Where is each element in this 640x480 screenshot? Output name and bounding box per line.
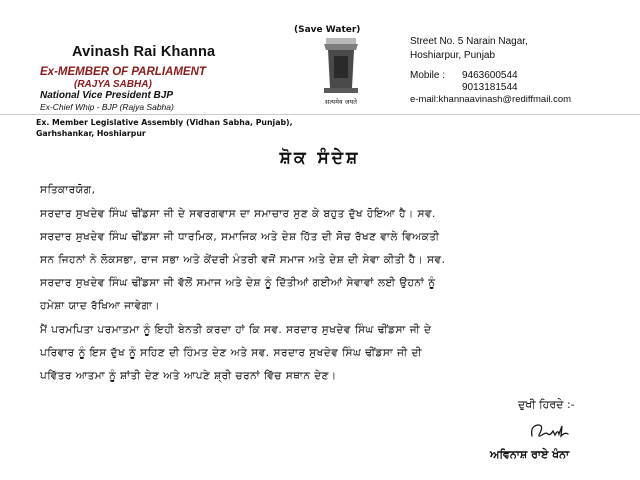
para2-line: ਪਵਿੱਤਰ ਆਤਮਾ ਨੂੰ ਸ਼ਾਂਤੀ ਦੇਣ ਅਤੇ ਆਪਣੇ ਸ਼੍ਰੀ ਚਰਨਾਂ ਵਿੱਚ ਸਥਾਨ ਦੇਣ। [40, 370, 337, 382]
mobile-number-1: 9463600544 [462, 70, 518, 81]
state-emblem-logo [302, 30, 380, 110]
para1-line: ਸਰਦਾਰ ਸੁਖਦੇਵ ਸਿੰਘ ਢੀਂਡਸਾ ਜੀ ਵੱਲੋਂ ਸਮਾਜ ਅਤੇ ਦੇਸ਼ ਨੂੰ ਦਿੱਤੀਆਂ ਗਈਆਂ ਸੇਵਾਵਾਂ ਲਈ ਉਹਨਾਂ ਨੂੰ [40, 277, 436, 289]
letter-title: ਸ਼ੋਕ ਸੰਦੇਸ਼ [279, 148, 361, 168]
handwritten-signature [528, 420, 574, 442]
rajya-sabha-label: (RAJYA SABHA) [74, 79, 152, 90]
para2-line: ਮੈਂ ਪਰਮਪਿਤਾ ਪਰਮਾਤਮਾ ਨੂੰ ਇਹੀ ਬੇਨਤੀ ਕਰਦਾ ਹਾਂ ਕਿ ਸਵ. ਸਰਦਾਰ ਸੁਖਦੇਵ ਸਿੰਘ ਢੀਂਡਸਾ ਜੀ ਦੇ [40, 324, 432, 336]
ex-mla-line-1: Ex. Member Legislative Assembly (Vidhan Sabha, Punjab), [36, 118, 293, 127]
para1-line: ਸਨ ਜਿਹਨਾਂ ਨੇ ਲੋਕਸਭਾ, ਰਾਜ ਸਭਾ ਅਤੇ ਕੇਂਦਰੀ ਮੰਤਰੀ ਵਜੋਂ ਸਮਾਜ ਅਤੇ ਦੇਸ਼ ਦੀ ਸੇਵਾ ਕੀਤੀ ਹੈ। ਸਵ. [40, 254, 446, 266]
address-line-1: Street No. 5 Narain Nagar, [410, 36, 528, 47]
para1-line: ਸਰਦਾਰ ਸੁਖਦੇਵ ਸਿੰਘ ਢੀਂਡਸਾ ਜੀ ਦੇ ਸਵਰਗਵਾਸ ਦਾ ਸਮਾਚਾਰ ਸੁਣ ਕੇ ਬਹੁਤ ਦੁੱਖ ਹੋਇਆ ਹੈ। ਸਵ. [40, 208, 436, 220]
save-water-label: (Save Water) [294, 25, 361, 35]
national-vp-title: National Vice President BJP [40, 90, 174, 101]
signatory-name: ਅਵਿਨਾਸ਼ ਰਾਏ ਖੰਨਾ [490, 448, 570, 461]
ex-mla-line-2: Garhshankar, Hoshiarpur [36, 129, 146, 138]
salutation: ਸਤਿਕਾਰਯੋਗ, [40, 184, 96, 196]
header-divider [0, 114, 640, 115]
mobile-number-2: 9013181544 [462, 82, 518, 93]
closing-text: ਦੁਖੀ ਹਿਰਦੇ :- [518, 398, 575, 411]
emblem-motto: सत्यमेव जयते [325, 98, 357, 106]
para1-line: ਸਰਦਾਰ ਸੁਖਦੇਵ ਸਿੰਘ ਢੀਂਡਸਾ ਜੀ ਧਾਰਮਿਕ, ਸਮਾਜਿਕ ਅਤੇ ਦੇਸ਼ ਹਿੱਤ ਦੀ ਸੋਚ ਰੱਖਣ ਵਾਲੇ ਵਿਅਕਤੀ [40, 231, 440, 243]
ex-mp-title: Ex-MEMBER OF PARLIAMENT [40, 66, 206, 78]
para1-line: ਹਮੇਸ਼ਾ ਯਾਦ ਰੱਖਿਆ ਜਾਵੇਗਾ। [40, 300, 160, 312]
address-line-2: Hoshiarpur, Punjab [410, 50, 496, 61]
para2-line: ਪਰਿਵਾਰ ਨੂੰ ਇਸ ਦੁੱਖ ਨੂੰ ਸਹਿਣ ਦੀ ਹਿੰਮਤ ਦੇਣ ਅਤੇ ਸਵ. ਸਰਦਾਰ ਸੁਖਦੇਵ ਸਿੰਘ ਢੀਂਡਸਾ ਜੀ ਦੀ [40, 347, 423, 359]
sender-name: Avinash Rai Khanna [72, 44, 216, 60]
mobile-label: Mobile : [410, 70, 446, 81]
chief-whip-title: Ex-Chief Whip - BJP (Rajya Sabha) [40, 102, 174, 112]
email-address: e-mail:khannaavinash@rediffmail.com [410, 94, 572, 105]
